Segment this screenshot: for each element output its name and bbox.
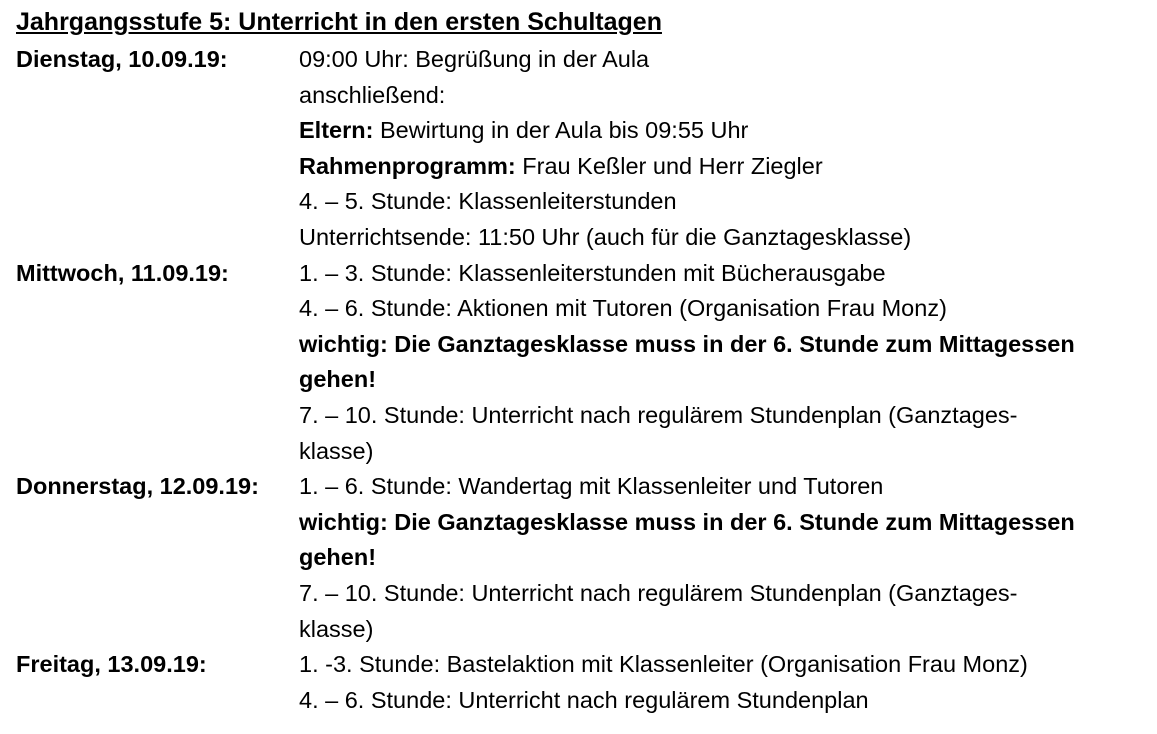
line-text: 1. – 6. Stunde: Wandertag mit Klassenleiter und Tutoren	[299, 473, 884, 500]
schedule-line	[299, 149, 1146, 185]
schedule-line	[299, 398, 1146, 434]
day-label: Freitag, 13.09.19:	[16, 651, 207, 678]
line-text: 4. – 6. Stunde: Aktionen mit Tutoren (Organisation Frau Monz)	[299, 295, 947, 322]
schedule-line	[299, 256, 1146, 292]
line-text: Frau Keßler und Herr Ziegler	[515, 152, 823, 179]
line-text: wichtig: Die Ganztagesklasse muss in der 6. Stunde zum Mittagessen	[299, 508, 1075, 535]
schedule-line	[299, 576, 1146, 612]
day-label: Donnerstag, 12.09.19:	[16, 473, 259, 500]
schedule-line	[299, 220, 1146, 256]
day-block-donnerstag	[16, 469, 1146, 647]
line-text: 4. – 6. Stunde: Unterricht nach regulärem Stundenplan	[299, 686, 869, 713]
schedule-line	[299, 113, 1146, 149]
day-lines	[299, 42, 1146, 256]
schedule-line	[299, 683, 1146, 719]
line-text: wichtig: Die Ganztagesklasse muss in der 6. Stunde zum Mittagessen	[299, 330, 1075, 357]
schedule-line	[299, 291, 1146, 327]
day-block-dienstag	[16, 42, 1146, 256]
schedule	[16, 42, 1146, 718]
line-text: klasse)	[299, 437, 374, 464]
important-notice-line	[299, 362, 1146, 398]
day-lines	[299, 647, 1146, 718]
line-text: 1. -3. Stunde: Bastelaktion mit Klassenleiter (Organisation Frau Monz)	[299, 651, 1028, 678]
schedule-line	[299, 434, 1146, 470]
day-label: Mittwoch, 11.09.19:	[16, 259, 229, 286]
important-notice-line	[299, 327, 1146, 363]
line-text: Unterrichtsende: 11:50 Uhr (auch für die Ganztagesklasse)	[299, 223, 912, 250]
schedule-line	[299, 612, 1146, 648]
schedule-line	[299, 647, 1146, 683]
day-lines	[299, 256, 1146, 470]
line-text: Bewirtung in der Aula bis 09:55 Uhr	[373, 117, 749, 144]
line-text: 1. – 3. Stunde: Klassenleiterstunden mit Bücherausgabe	[299, 259, 886, 286]
day-lines	[299, 469, 1146, 647]
day-block-mittwoch	[16, 256, 1146, 470]
schedule-line	[299, 469, 1146, 505]
line-text: 7. – 10. Stunde: Unterricht nach regulärem Stundenplan (Ganztages-	[299, 579, 1018, 606]
line-text: anschließend:	[299, 81, 446, 108]
line-text: klasse)	[299, 615, 374, 642]
schedule-line	[299, 42, 1146, 78]
day-block-freitag	[16, 647, 1146, 718]
schedule-line	[299, 184, 1146, 220]
line-bold-prefix: Rahmenprogramm:	[299, 152, 516, 179]
day-label: Dienstag, 10.09.19:	[16, 46, 228, 72]
line-text: gehen!	[299, 366, 377, 393]
line-text: 7. – 10. Stunde: Unterricht nach regulärem Stundenplan (Ganztages-	[299, 401, 1018, 428]
line-bold-prefix: Eltern:	[299, 117, 374, 144]
important-notice-line	[299, 505, 1146, 541]
line-text: 4. – 5. Stunde: Klassenleiterstunden	[299, 188, 677, 215]
line-text: gehen!	[299, 544, 377, 571]
document-title: Jahrgangsstufe 5: Unterricht in den ersten Schultagen	[16, 8, 662, 36]
important-notice-line	[299, 540, 1146, 576]
line-text: 09:00 Uhr: Begrüßung in der Aula	[299, 46, 650, 72]
schedule-line	[299, 78, 1146, 114]
